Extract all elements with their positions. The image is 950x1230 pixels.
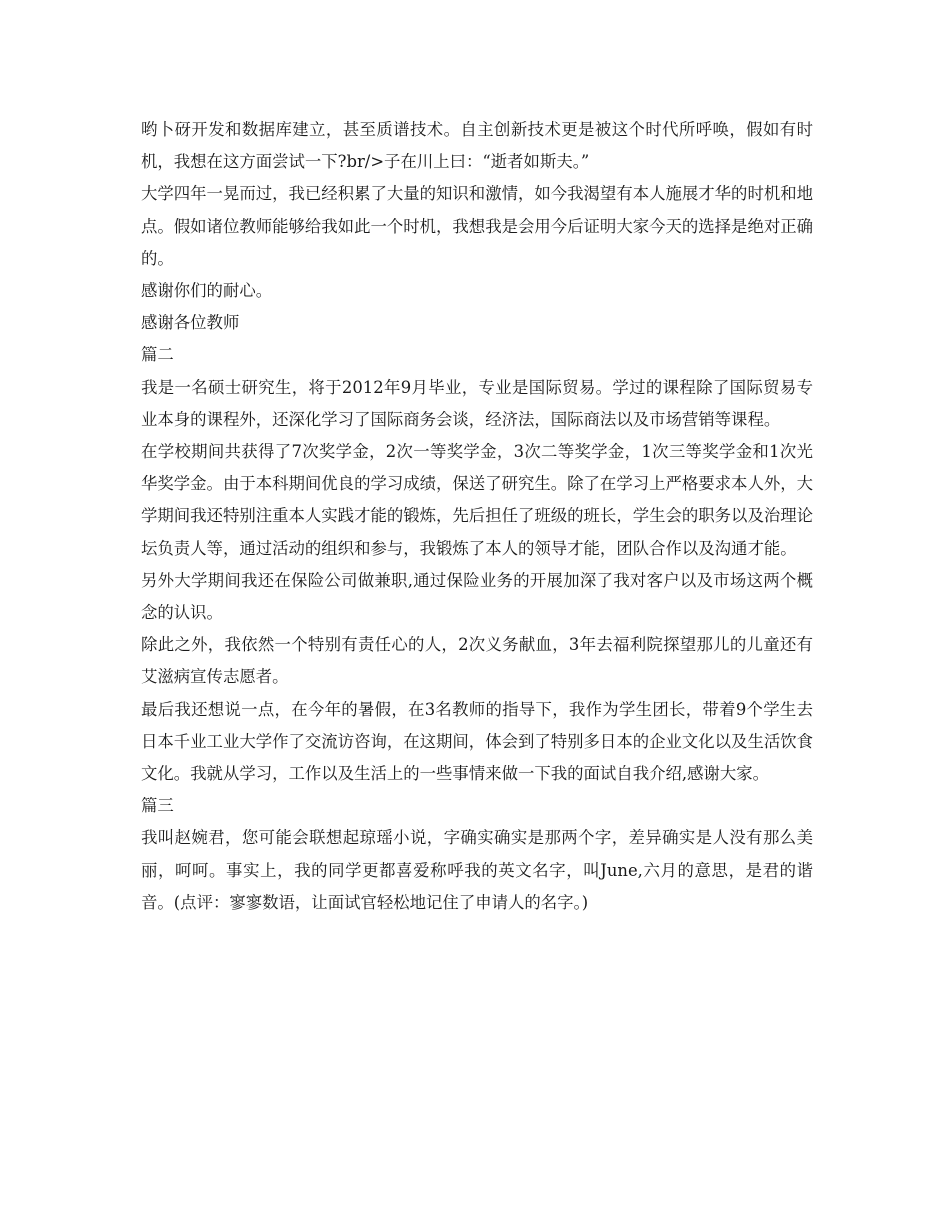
section-heading-part-two: 篇二 xyxy=(141,345,174,365)
paragraph-japan-exchange: 最后我还想说一点，在今年的暑假，在3名教师的指导下，我作为学生团长，带着9个学生去日本千业工业大学作了交流访咨询，在这期间，体会到了特别多日本的企业文化以及生活饮食文化。我就从学习，工作以及生活上的一些事情来做一下我的面试自我介绍,感谢大家。 xyxy=(141,699,814,784)
paragraph-thanks-teachers: 感谢各位教师 xyxy=(141,313,240,333)
paragraph-university-years: 大学四年一晃而过，我已经积累了大量的知识和激情，如今我渴望有本人施展才华的时机和地点。假如诸位教师能够给我如此一个时机，我想我是会用今后证明大家今天的选择是绝对正确的。 xyxy=(141,184,814,268)
paragraph-master-student: 我是一名硕士研究生，将于2012年9月毕业，专业是国际贸易。学过的课程除了国际贸易专业本身的课程外，还深化学习了国际商务会谈，经济法，国际商法以及市场营销等课程。 xyxy=(141,377,813,429)
document-body xyxy=(141,114,813,919)
paragraph-research-intro: 哟卜砑开发和数据库建立，甚至质谱技术。自主创新技术更是被这个时代所呼唤，假如有时机，我想在这方面尝试一下?br/>子在川上曰：“逝者如斯夫。” xyxy=(141,120,813,172)
paragraph-volunteering: 除此之外，我依然一个特别有责任心的人，2次义务献血，3年去福利院探望那儿的儿童还有艾滋病宣传志愿者。 xyxy=(141,635,813,687)
paragraph-scholarships: 在学校期间共获得了7次奖学金，2次一等奖学金，3次二等奖学金，1次三等奖学金和1次光华奖学金。由于本科期间优良的学习成绩，保送了研究生。除了在学习上严格要求本人外，大学期间我还特别注重本人实践才能的锻炼，先后担任了班级的班长，学生会的职务以及治理论坛负责人等，通过活动的组织和参与，我锻炼了本人的领导才能，团队合作以及沟通才能。 xyxy=(141,442,814,558)
paragraph-part-time-job: 另外大学期间我还在保险公司做兼职,通过保险业务的开展加深了我对客户以及市场这两个概念的认识。 xyxy=(141,570,813,623)
section-heading-part-three: 篇三 xyxy=(141,796,174,816)
paragraph-self-introduction: 我叫赵婉君，您可能会联想起琼瑶小说，字确实确实是那两个字，差异确实是人没有那么美丽，呵呵。事实上，我的同学更都喜爱称呼我的英文名字，叫June,六月的意思，是君的谐音。(点评：寥寥数语，让面试官轻松地记住了申请人的名字。) xyxy=(141,828,813,912)
paragraph-thanks-patience: 感谢你们的耐心。 xyxy=(141,281,273,301)
